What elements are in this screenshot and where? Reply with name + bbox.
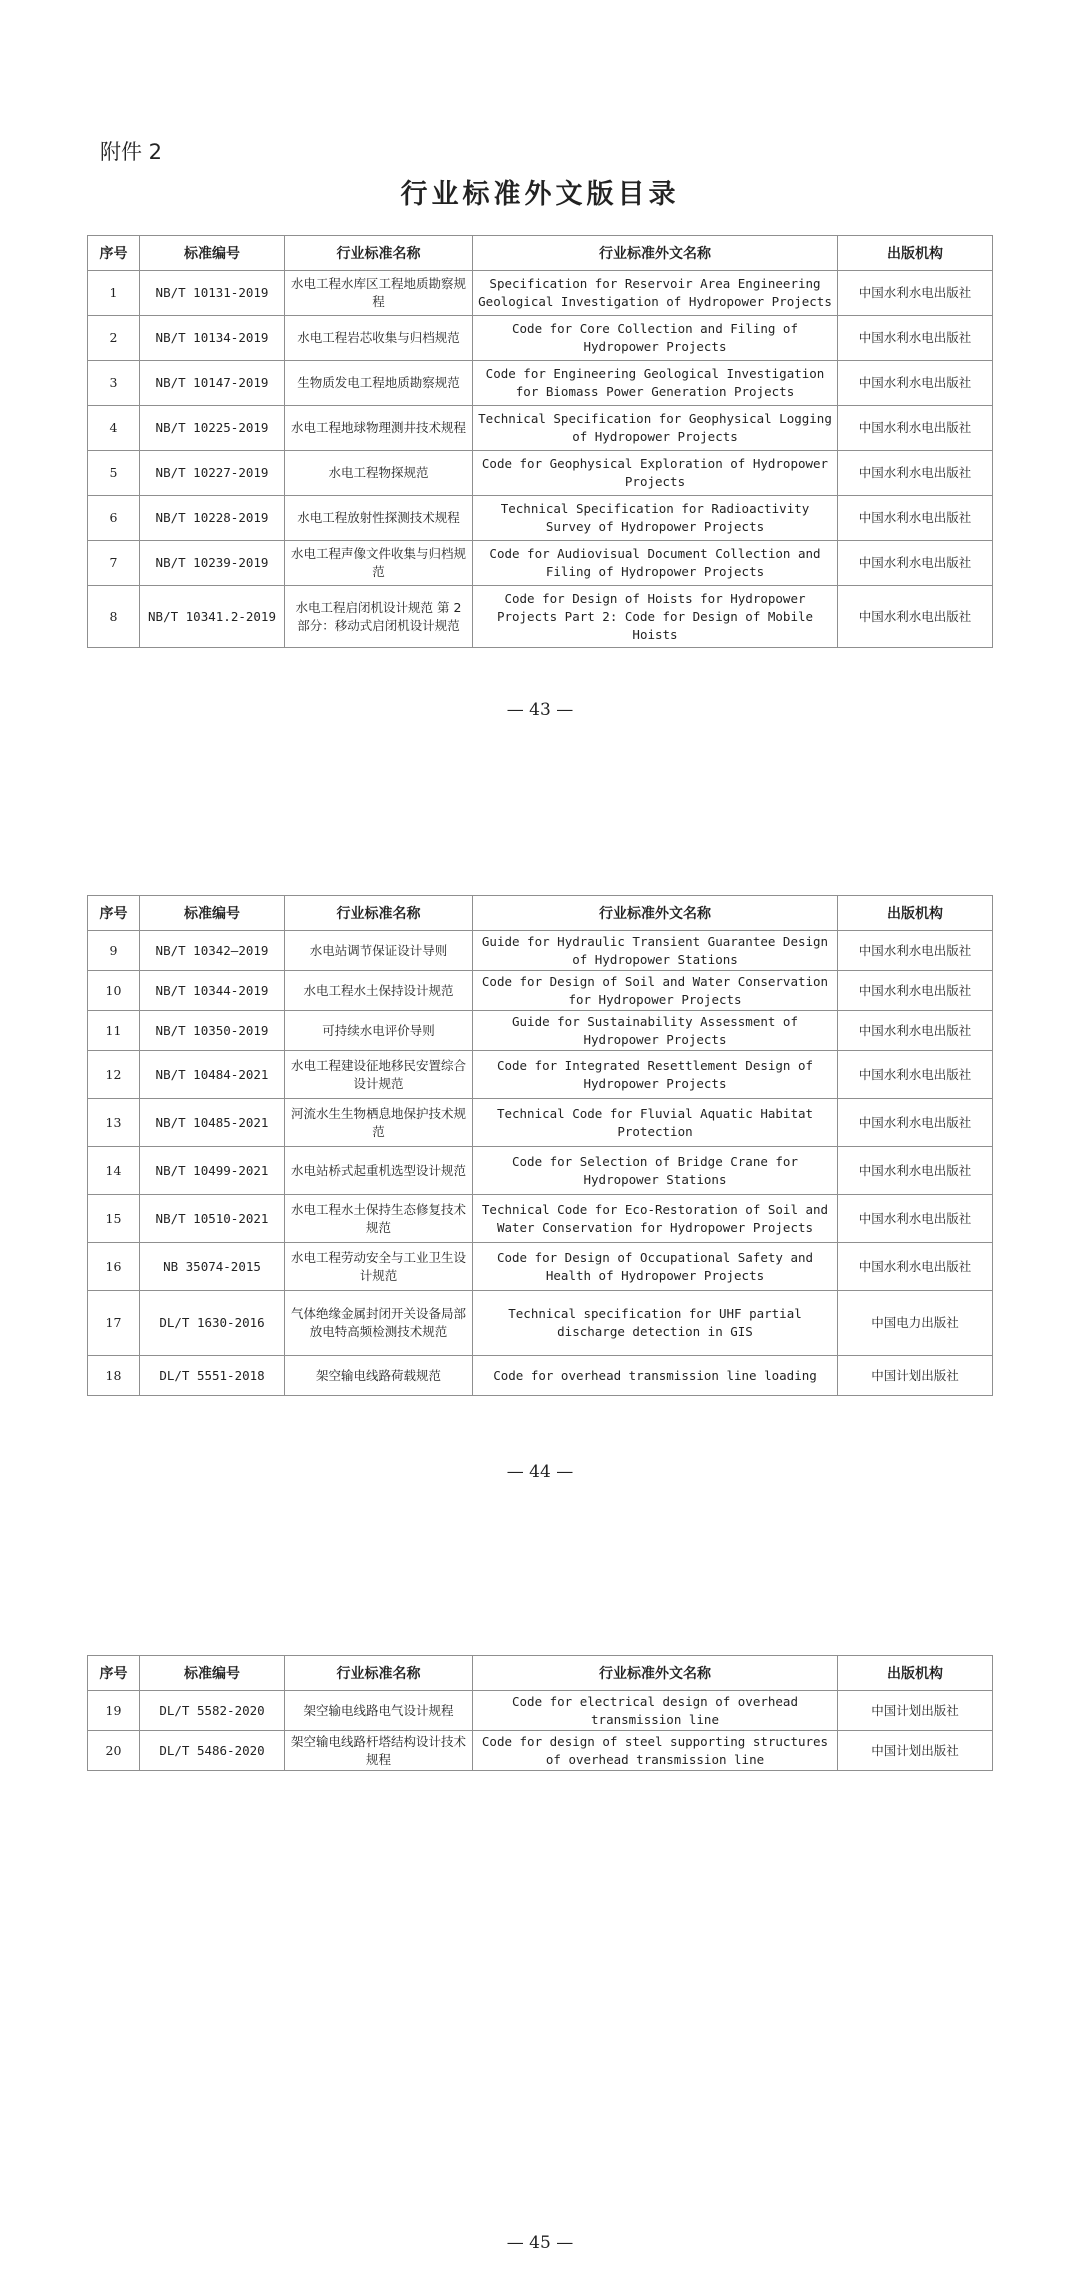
row-number: 10 — [88, 971, 140, 1011]
standard-name-en: Technical Specification for Geophysical Logging of Hydropower Projects — [473, 406, 838, 451]
standard-name-en: Code for overhead transmission line loading — [473, 1356, 838, 1396]
standard-code: NB/T 10484-2021 — [140, 1051, 285, 1099]
standard-name-cn: 水电工程地球物理测井技术规程 — [285, 406, 473, 451]
standard-code: NB/T 10147-2019 — [140, 361, 285, 406]
publisher: 中国水利水电出版社 — [838, 361, 993, 406]
standard-code: DL/T 5486-2020 — [140, 1731, 285, 1771]
table-row — [88, 1099, 993, 1147]
table-row — [88, 1051, 993, 1099]
page-number: — 43 — — [506, 700, 574, 720]
standard-code: NB/T 10485-2021 — [140, 1099, 285, 1147]
row-number: 18 — [88, 1356, 140, 1396]
standard-name-en: Specification for Reservoir Area Engineering Geological Investigation of Hydropower Projects — [473, 271, 838, 316]
publisher: 中国水利水电出版社 — [838, 1195, 993, 1243]
publisher: 中国电力出版社 — [838, 1291, 993, 1356]
standard-name-cn: 水电工程水库区工程地质勘察规程 — [285, 271, 473, 316]
standard-name-cn: 水电工程启闭机设计规范 第 2 部分：移动式启闭机设计规范 — [285, 586, 473, 648]
header-standard-code: 标准编号 — [140, 236, 285, 271]
standard-name-cn: 水电工程水土保持生态修复技术规范 — [285, 1195, 473, 1243]
publisher: 中国水利水电出版社 — [838, 451, 993, 496]
standard-name-cn: 水电工程声像文件收集与归档规范 — [285, 541, 473, 586]
publisher: 中国水利水电出版社 — [838, 1099, 993, 1147]
table-row — [88, 1731, 993, 1771]
standard-code: NB/T 10510-2021 — [140, 1195, 285, 1243]
row-number: 9 — [88, 931, 140, 971]
table-row — [88, 1691, 993, 1731]
standards-table-page-45 — [87, 1655, 993, 1771]
standard-name-en: Code for design of steel supporting structures of overhead transmission line — [473, 1731, 838, 1771]
standard-code: DL/T 5551-2018 — [140, 1356, 285, 1396]
header-standard-code: 标准编号 — [140, 1656, 285, 1691]
standard-name-en: Code for Design of Soil and Water Conservation for Hydropower Projects — [473, 971, 838, 1011]
publisher: 中国水利水电出版社 — [838, 496, 993, 541]
table-row — [88, 971, 993, 1011]
row-number: 6 — [88, 496, 140, 541]
standard-code: NB/T 10341.2-2019 — [140, 586, 285, 648]
row-number: 15 — [88, 1195, 140, 1243]
row-number: 5 — [88, 451, 140, 496]
publisher: 中国水利水电出版社 — [838, 406, 993, 451]
row-number: 1 — [88, 271, 140, 316]
standard-name-en: Code for Integrated Resettlement Design of Hydropower Projects — [473, 1051, 838, 1099]
standard-name-cn: 水电站桥式起重机选型设计规范 — [285, 1147, 473, 1195]
standard-code: NB/T 10228-2019 — [140, 496, 285, 541]
standard-name-en: Technical specification for UHF partial discharge detection in GIS — [473, 1291, 838, 1356]
standard-name-en: Code for Design of Hoists for Hydropower Projects Part 2: Code for Design of Mobile Hoists — [473, 586, 838, 648]
header-seq-no: 序号 — [88, 236, 140, 271]
header-publisher: 出版机构 — [838, 896, 993, 931]
standard-name-en: Code for Audiovisual Document Collection and Filing of Hydropower Projects — [473, 541, 838, 586]
row-number: 11 — [88, 1011, 140, 1051]
row-number: 4 — [88, 406, 140, 451]
page-number: — 45 — — [506, 2233, 574, 2253]
row-number: 14 — [88, 1147, 140, 1195]
header-publisher: 出版机构 — [838, 1656, 993, 1691]
standard-name-en: Code for Design of Occupational Safety and Health of Hydropower Projects — [473, 1243, 838, 1291]
standard-name-en: Code for Core Collection and Filing of Hydropower Projects — [473, 316, 838, 361]
standard-name-cn: 水电工程水土保持设计规范 — [285, 971, 473, 1011]
header-standard-name: 行业标准名称 — [285, 1656, 473, 1691]
standard-code: DL/T 5582-2020 — [140, 1691, 285, 1731]
standard-name-cn: 水电工程放射性探测技术规程 — [285, 496, 473, 541]
table-row — [88, 271, 993, 316]
header-foreign-name: 行业标准外文名称 — [473, 236, 838, 271]
standard-code: NB/T 10499-2021 — [140, 1147, 285, 1195]
table-row — [88, 586, 993, 648]
publisher: 中国水利水电出版社 — [838, 971, 993, 1011]
publisher: 中国水利水电出版社 — [838, 316, 993, 361]
page-number: — 44 — — [506, 1462, 574, 1482]
table-row — [88, 496, 993, 541]
standard-code: NB/T 10342—2019 — [140, 931, 285, 971]
publisher: 中国水利水电出版社 — [838, 541, 993, 586]
standard-name-cn: 生物质发电工程地质勘察规范 — [285, 361, 473, 406]
header-publisher: 出版机构 — [838, 236, 993, 271]
row-number: 16 — [88, 1243, 140, 1291]
publisher: 中国计划出版社 — [838, 1731, 993, 1771]
row-number: 17 — [88, 1291, 140, 1356]
table-row — [88, 1195, 993, 1243]
standard-name-en: Guide for Hydraulic Transient Guarantee Design of Hydropower Stations — [473, 931, 838, 971]
row-number: 7 — [88, 541, 140, 586]
row-number: 3 — [88, 361, 140, 406]
attachment-label: 附件 2 — [100, 140, 163, 164]
standard-code: NB/T 10350-2019 — [140, 1011, 285, 1051]
header-seq-no: 序号 — [88, 1656, 140, 1691]
standards-table-page-44 — [87, 895, 993, 1396]
table-row — [88, 1291, 993, 1356]
standard-name-en: Code for Geophysical Exploration of Hydropower Projects — [473, 451, 838, 496]
header-foreign-name: 行业标准外文名称 — [473, 1656, 838, 1691]
standard-name-en: Code for electrical design of overhead transmission line — [473, 1691, 838, 1731]
standard-name-en: Code for Selection of Bridge Crane for Hydropower Stations — [473, 1147, 838, 1195]
publisher: 中国水利水电出版社 — [838, 1147, 993, 1195]
header-standard-code: 标准编号 — [140, 896, 285, 931]
row-number: 20 — [88, 1731, 140, 1771]
publisher: 中国水利水电出版社 — [838, 931, 993, 971]
table-row — [88, 1011, 993, 1051]
standard-name-cn: 架空输电线路荷载规范 — [285, 1356, 473, 1396]
standard-code: NB/T 10344-2019 — [140, 971, 285, 1011]
table-row — [88, 406, 993, 451]
standard-code: NB/T 10225-2019 — [140, 406, 285, 451]
header-row — [88, 1656, 993, 1691]
table-row — [88, 931, 993, 971]
publisher: 中国水利水电出版社 — [838, 1243, 993, 1291]
standard-name-cn: 架空输电线路电气设计规程 — [285, 1691, 473, 1731]
header-row — [88, 236, 993, 271]
publisher: 中国水利水电出版社 — [838, 1051, 993, 1099]
standard-name-cn: 水电工程物探规范 — [285, 451, 473, 496]
standard-name-cn: 水电工程岩芯收集与归档规范 — [285, 316, 473, 361]
standard-name-cn: 河流水生生物栖息地保护技术规范 — [285, 1099, 473, 1147]
standard-name-en: Code for Engineering Geological Investigation for Biomass Power Generation Projects — [473, 361, 838, 406]
standard-name-cn: 水电站调节保证设计导则 — [285, 931, 473, 971]
table-row — [88, 1243, 993, 1291]
table-row — [88, 316, 993, 361]
publisher: 中国水利水电出版社 — [838, 586, 993, 648]
standard-code: NB 35074-2015 — [140, 1243, 285, 1291]
standard-name-en: Technical Code for Fluvial Aquatic Habitat Protection — [473, 1099, 838, 1147]
table-row — [88, 451, 993, 496]
standard-code: DL/T 1630-2016 — [140, 1291, 285, 1356]
row-number: 8 — [88, 586, 140, 648]
row-number: 19 — [88, 1691, 140, 1731]
table-row — [88, 541, 993, 586]
row-number: 12 — [88, 1051, 140, 1099]
standard-name-cn: 水电工程建设征地移民安置综合设计规范 — [285, 1051, 473, 1099]
publisher: 中国计划出版社 — [838, 1356, 993, 1396]
row-number: 13 — [88, 1099, 140, 1147]
publisher: 中国水利水电出版社 — [838, 1011, 993, 1051]
standard-name-en: Technical Code for Eco-Restoration of Soil and Water Conservation for Hydropower Projects — [473, 1195, 838, 1243]
standard-name-en: Guide for Sustainability Assessment of Hydropower Projects — [473, 1011, 838, 1051]
header-seq-no: 序号 — [88, 896, 140, 931]
standard-code: NB/T 10134-2019 — [140, 316, 285, 361]
header-standard-name: 行业标准名称 — [285, 236, 473, 271]
standard-code: NB/T 10239-2019 — [140, 541, 285, 586]
standard-name-en: Technical Specification for Radioactivity Survey of Hydropower Projects — [473, 496, 838, 541]
header-row — [88, 896, 993, 931]
standard-name-cn: 可持续水电评价导则 — [285, 1011, 473, 1051]
header-standard-name: 行业标准名称 — [285, 896, 473, 931]
table-row — [88, 361, 993, 406]
row-number: 2 — [88, 316, 140, 361]
publisher: 中国计划出版社 — [838, 1691, 993, 1731]
standard-code: NB/T 10131-2019 — [140, 271, 285, 316]
publisher: 中国水利水电出版社 — [838, 271, 993, 316]
page-title: 行业标准外文版目录 — [400, 179, 680, 210]
standard-name-cn: 水电工程劳动安全与工业卫生设计规范 — [285, 1243, 473, 1291]
standard-name-cn: 架空输电线路杆塔结构设计技术规程 — [285, 1731, 473, 1771]
standard-name-cn: 气体绝缘金属封闭开关设备局部放电特高频检测技术规范 — [285, 1291, 473, 1356]
standard-code: NB/T 10227-2019 — [140, 451, 285, 496]
table-row — [88, 1147, 993, 1195]
standards-table-page-43 — [87, 235, 993, 648]
table-row — [88, 1356, 993, 1396]
header-foreign-name: 行业标准外文名称 — [473, 896, 838, 931]
